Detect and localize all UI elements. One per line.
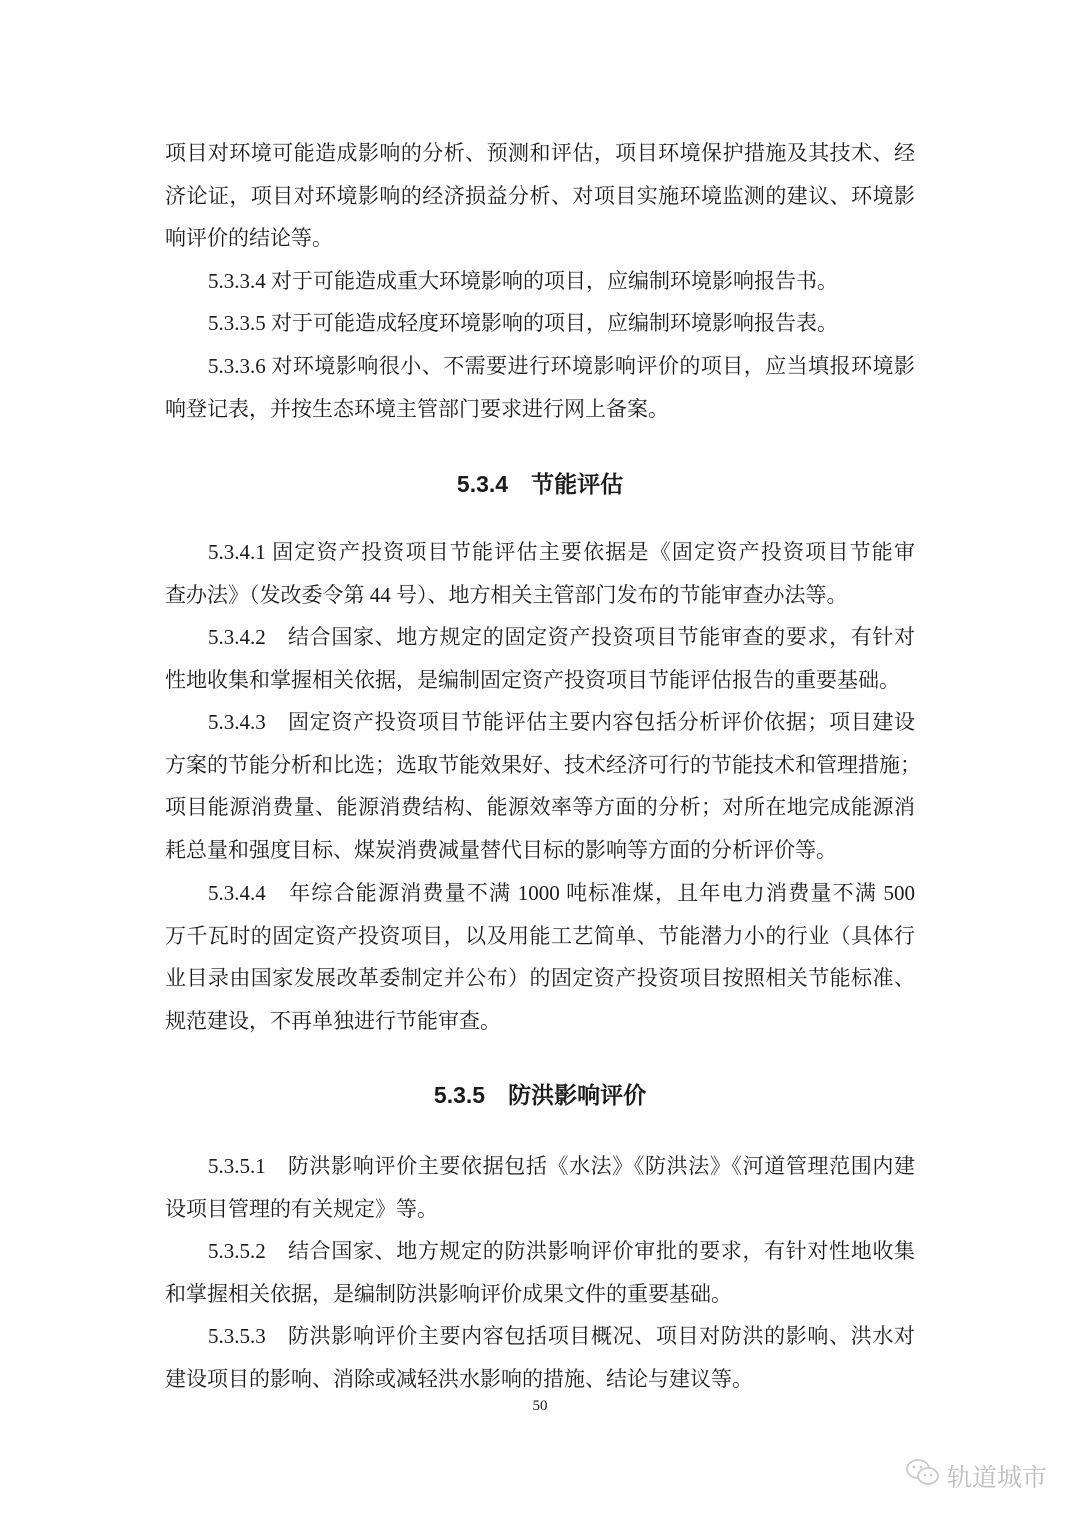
text-line: 5.3.3.5 对于可能造成轻度环境影响的项目，应编制环境影响报告表。 — [208, 311, 838, 335]
text-line: 5.3.5.1 防洪影响评价主要依据包括《水法》《防洪法》《河道管理范围内建 — [208, 1154, 915, 1178]
text-line: 耗总量和强度目标、煤炭消费减量替代目标的影响等方面的分析评价等。 — [165, 838, 837, 863]
text-line: 万千瓦时的固定资产投资项目，以及用能工艺简单、节能潜力小的行业（具体行 — [165, 923, 915, 948]
wechat-icon — [905, 1458, 941, 1494]
text-line: 规范建设，不再单独进行节能审查。 — [165, 1009, 501, 1034]
text-line: 5.3.3.4 对于可能造成重大环境影响的项目，应编制环境影响报告书。 — [208, 269, 838, 293]
paragraph — [165, 1315, 915, 1400]
text-line: 5.3.4.1 固定资产投资项目节能评估主要依据是《固定资产投资项目节能审 — [208, 540, 915, 564]
paragraph — [165, 616, 915, 701]
text-line: 项目能源消费量、能源消费结构、能源效率等方面的分析；对所在地完成能源消 — [165, 795, 915, 820]
paragraph — [165, 1145, 915, 1230]
text-line: 设项目管理的有关规定》等。 — [165, 1196, 438, 1221]
paragraph — [165, 872, 915, 1043]
text-line: 项目对环境可能造成影响的分析、预测和评估，项目环境保护措施及其技术、经 — [165, 141, 915, 165]
section-heading: 5.3.5 防洪影响评价 — [433, 1082, 647, 1108]
text-line: 响评价的结论等。 — [165, 226, 333, 251]
text-line: 5.3.5.2 结合国家、地方规定的防洪影响评价审批的要求，有针对性地收集 — [208, 1239, 915, 1263]
paragraph — [165, 132, 915, 260]
text-line: 5.3.3.6 对环境影响很小、不需要进行环境影响评价的项目，应当填报环境影 — [208, 354, 915, 378]
text-line: 5.3.4.3 固定资产投资项目节能评估主要内容包括分析评价依据；项目建设 — [208, 710, 915, 734]
paragraph — [165, 260, 915, 303]
page-number: 50 — [532, 1398, 548, 1414]
watermark — [905, 1458, 1047, 1494]
text-line: 查办法》（发改委令第 44 号）、地方相关主管部门发布的节能审查办法等。 — [165, 582, 848, 607]
paragraph — [165, 531, 915, 616]
text-line: 性地收集和掌握相关依据，是编制固定资产投资项目节能评估报告的重要基础。 — [165, 667, 900, 692]
paragraph — [165, 1230, 915, 1315]
text-line: 和掌握相关依据，是编制防洪影响评价成果文件的重要基础。 — [165, 1281, 732, 1306]
text-line: 方案的节能分析和比选；选取节能效果好、技术经济可行的节能技术和管理措施； — [165, 752, 921, 777]
paragraph — [165, 701, 921, 872]
watermark-text: 轨道城市 — [947, 1463, 1048, 1492]
text-line: 5.3.4.4 年综合能源消费量不满 1000 吨标准煤，且年电力消费量不满 500 — [208, 881, 915, 905]
paragraph — [165, 345, 915, 430]
text-line: 响登记表，并按生态环境主管部门要求进行网上备案。 — [165, 396, 669, 421]
text-line: 济论证，项目对环境影响的经济损益分析、对项目实施环境监测的建议、环境影 — [165, 183, 915, 208]
text-line: 建设项目的影响、消除或减轻洪水影响的措施、结论与建议等。 — [165, 1366, 753, 1391]
text-line: 业目录由国家发展改革委制定并公布）的固定资产投资项目按照相关节能标准、 — [165, 966, 915, 991]
text-line: 5.3.5.3 防洪影响评价主要内容包括项目概况、项目对防洪的影响、洪水对 — [208, 1324, 915, 1348]
section-heading: 5.3.4 节能评估 — [456, 471, 624, 497]
paragraph — [165, 302, 915, 345]
text-line: 5.3.4.2 结合国家、地方规定的固定资产投资项目节能审查的要求，有针对 — [208, 625, 915, 649]
